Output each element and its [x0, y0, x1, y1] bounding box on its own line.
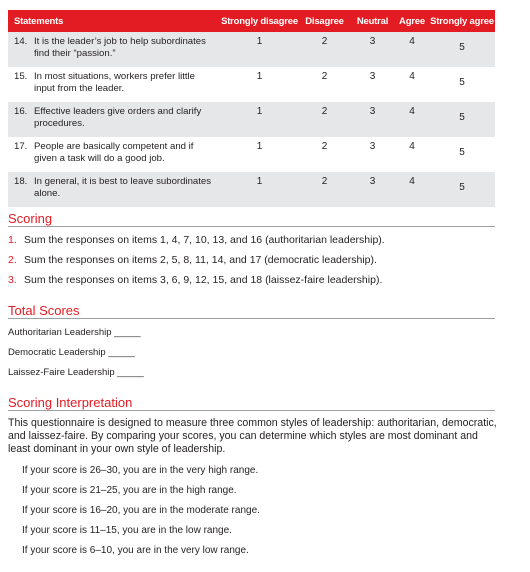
rating-2[interactable]: 2 [321, 106, 328, 117]
rating-4[interactable]: 4 [409, 176, 415, 187]
item-statement: People are basically competent and if given a task will do a good job. [34, 141, 194, 164]
rating-3[interactable]: 3 [369, 141, 376, 152]
rating-5[interactable]: 5 [459, 112, 465, 123]
questionnaire-table [8, 10, 495, 207]
rating-5[interactable]: 5 [459, 182, 465, 193]
step-text: Sum the responses on items 2, 5, 8, 11, 14, and 17 (democratic leadership). [24, 254, 377, 266]
step-number: 2. [8, 254, 17, 266]
rating-1[interactable]: 1 [256, 106, 263, 117]
rating-2[interactable]: 2 [321, 176, 328, 187]
item-statement: In most situations, workers prefer little input from the leader. [34, 71, 196, 94]
scoring-step [8, 274, 382, 286]
step-number: 3. [8, 274, 17, 286]
rating-1[interactable]: 1 [256, 36, 263, 47]
item-number: 17. [14, 141, 28, 152]
range-low: If your score is 11–15, you are in the low range. [22, 525, 232, 536]
step-number: 1. [8, 234, 17, 246]
header-neutral: Neutral [356, 15, 389, 27]
laissez-faire-score-line: Laissez-Faire Leadership _____ [8, 367, 144, 378]
table-row [8, 137, 495, 172]
range-very-low: If your score is 6–10, you are in the very low range. [22, 545, 249, 556]
item-number: 16. [14, 106, 28, 117]
header-agree: Agree [399, 15, 425, 27]
rating-5[interactable]: 5 [459, 77, 465, 88]
item-number: 18. [14, 176, 28, 187]
rating-2[interactable]: 2 [321, 36, 328, 47]
header-disagree: Disagree [305, 15, 344, 27]
interpretation-paragraph: This questionnaire is designed to measure three common styles of leadership: authoritarian, democratic, and laissez-faire. By comparing your scores, you can determine which styles are most dominant and least dominant in your own style of leadership. [8, 417, 497, 455]
table-row [8, 67, 495, 102]
rating-3[interactable]: 3 [369, 36, 376, 47]
total-scores-heading: Total Scores [8, 303, 80, 318]
democratic-score-line: Democratic Leadership _____ [8, 347, 135, 358]
scoring-divider [8, 226, 495, 227]
item-statement: In general, it is best to leave subordinates alone. [34, 176, 212, 199]
header-statements: Statements [14, 15, 64, 27]
item-number: 15. [14, 71, 28, 82]
interpretation-divider [8, 410, 495, 411]
header-strongly-disagree: Strongly disagree [221, 15, 298, 27]
rating-3[interactable]: 3 [369, 106, 376, 117]
rating-5[interactable]: 5 [459, 42, 465, 53]
item-number: 14. [14, 36, 28, 47]
total-scores-divider [8, 318, 495, 319]
scoring-heading: Scoring [8, 211, 53, 226]
header-strongly-agree: Strongly agree [430, 15, 494, 27]
rating-4[interactable]: 4 [409, 71, 415, 82]
rating-4[interactable]: 4 [409, 36, 415, 47]
table-header-row [8, 10, 495, 32]
table-row [8, 102, 495, 137]
rating-3[interactable]: 3 [369, 71, 376, 82]
rating-4[interactable]: 4 [409, 141, 415, 152]
rating-1[interactable]: 1 [256, 176, 263, 187]
rating-2[interactable]: 2 [321, 141, 328, 152]
item-statement: It is the leader’s job to help subordinates find their “passion.” [34, 36, 206, 59]
scoring-step [8, 234, 385, 246]
table-row [8, 172, 495, 207]
rating-5[interactable]: 5 [459, 147, 465, 158]
step-text: Sum the responses on items 3, 6, 9, 12, 15, and 18 (laissez-faire leadership). [24, 274, 383, 286]
rating-1[interactable]: 1 [256, 141, 263, 152]
rating-3[interactable]: 3 [369, 176, 376, 187]
rating-1[interactable]: 1 [256, 71, 263, 82]
item-statement: Effective leaders give orders and clarify procedures. [34, 106, 202, 129]
rating-4[interactable]: 4 [409, 106, 415, 117]
range-high: If your score is 21–25, you are in the high range. [22, 485, 237, 496]
rating-2[interactable]: 2 [321, 71, 328, 82]
table-row [8, 32, 495, 67]
range-very-high: If your score is 26–30, you are in the very high range. [22, 465, 259, 476]
step-text: Sum the responses on items 1, 4, 7, 10, 13, and 16 (authoritarian leadership). [24, 234, 385, 246]
range-moderate: If your score is 16–20, you are in the moderate range. [22, 505, 260, 516]
authoritarian-score-line: Authoritarian Leadership _____ [8, 327, 141, 338]
scoring-step [8, 254, 377, 266]
interpretation-heading: Scoring Interpretation [8, 395, 133, 410]
